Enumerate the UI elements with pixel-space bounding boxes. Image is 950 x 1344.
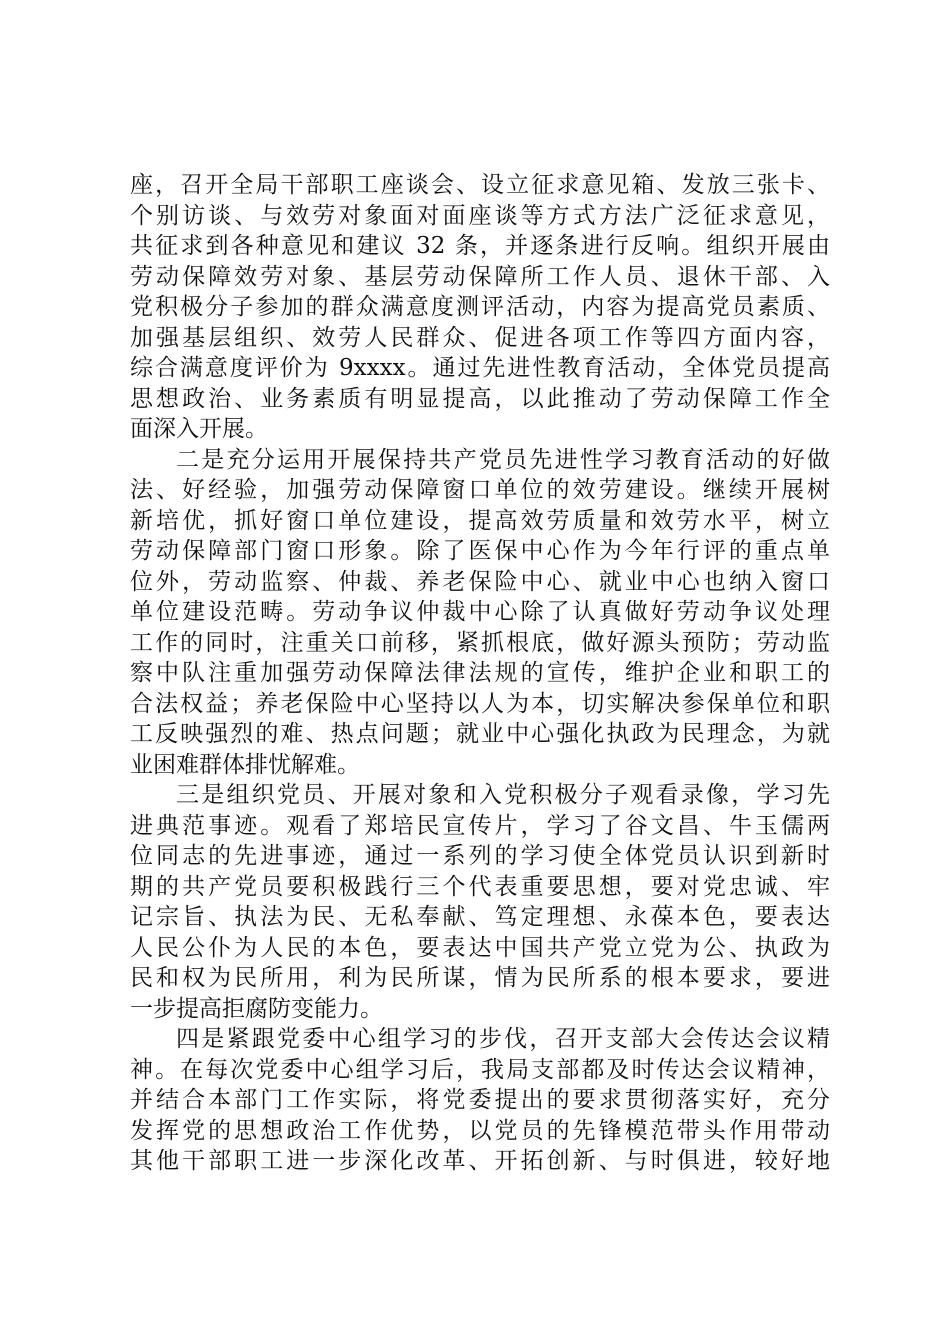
- text-line: 三是组织党员、开展对象和入党积极分子观看录像，学习先: [176, 782, 830, 808]
- paragraph-1: [130, 170, 830, 445]
- text-line: 工反映强烈的难、热点问题；就业中心强化执政为民理念，为就: [130, 721, 830, 747]
- document-body: [130, 170, 830, 1177]
- text-line: 人民公仆为人民的本色，要表达中国共产党立党为公、执政为: [130, 934, 830, 961]
- text-line: 神。在每次党委中心组学习后，我局支部都及时传达会议精神，: [130, 1056, 830, 1083]
- text-line: 期的共产党员要积极践行三个代表重要思想，要对党忠诚、牢: [130, 873, 830, 900]
- text-line: 四是紧跟党委中心组学习的步伐，召开支部大会传达会议精: [176, 1026, 830, 1052]
- text-line: 个别访谈、与效劳对象面对面座谈等方式方法广泛征求意见，: [130, 202, 830, 229]
- text-line: 记宗旨、执法为民、无私奉献、笃定理想、永葆本色，要表达: [130, 904, 830, 930]
- text-line: 劳动保障部门窗口形象。除了医保中心作为今年行评的重点单: [130, 538, 830, 564]
- text-line: 综合满意度评价为 9xxxx。通过先进性教育活动，全体党员提高: [130, 355, 830, 381]
- text-line: 位外，劳动监察、仲裁、养老保险中心、就业中心也纳入窗口: [130, 568, 830, 595]
- text-line: 单位建设范畴。劳动争议仲裁中心除了认真做好劳动争议处理: [130, 599, 830, 625]
- text-line: 党积极分子参加的群众满意度测评活动，内容为提高党员素质、: [130, 294, 830, 320]
- paragraph-4: [130, 1024, 830, 1177]
- paragraph-3: [130, 780, 830, 1024]
- paragraph-2: [130, 445, 830, 781]
- text-line: 民和权为民所用，利为民所谋，情为民所系的根本要求，要进: [130, 965, 830, 991]
- text-line: 发挥党的思想政治工作优势，以党员的先锋模范带头作用带动: [130, 1117, 830, 1144]
- text-line: 法、好经验，加强劳动保障窗口单位的效劳建设。继续开展树: [130, 477, 830, 503]
- text-line: 共征求到各种意见和建议 32 条，并逐条进行反响。组织开展由: [130, 233, 830, 259]
- text-line: 思想政治、业务素质有明显提高，以此推动了劳动保障工作全: [130, 385, 830, 412]
- text-line: 加强基层组织、效劳人民群众、促进各项工作等四方面内容，: [130, 324, 830, 351]
- text-line: 并结合本部门工作实际，将党委提出的要求贯彻落实好，充分: [130, 1087, 830, 1113]
- text-line: 新培优，抓好窗口单位建设，提高效劳质量和效劳水平，树立: [130, 507, 830, 534]
- text-line: 业困难群体排忧解难。: [130, 751, 360, 778]
- text-line: 进典范事迹。观看了郑培民宣传片，学习了谷文昌、牛玉儒两: [130, 812, 830, 839]
- text-line: 座，召开全局干部职工座谈会、设立征求意见箱、发放三张卡、: [130, 172, 830, 198]
- text-line: 其他干部职工进一步深化改革、开拓创新、与时俱进，较好地: [130, 1148, 830, 1174]
- text-line: 劳动保障效劳对象、基层劳动保障所工作人员、退休干部、入: [130, 263, 830, 290]
- text-line: 察中队注重加强劳动保障法律法规的宣传，维护企业和职工的: [130, 660, 830, 686]
- text-line: 二是充分运用开展保持共产党员先进性学习教育活动的好做: [176, 446, 830, 473]
- text-line: 面深入开展。: [130, 416, 268, 442]
- text-line: 合法权益；养老保险中心坚持以人为本，切实解决参保单位和职: [130, 690, 830, 717]
- text-line: 工作的同时，注重关口前移，紧抓根底，做好源头预防；劳动监: [130, 629, 830, 656]
- text-line: 一步提高拒腐防变能力。: [130, 995, 383, 1022]
- text-line: 位同志的先进事迹，通过一系列的学习使全体党员认识到新时: [130, 843, 830, 869]
